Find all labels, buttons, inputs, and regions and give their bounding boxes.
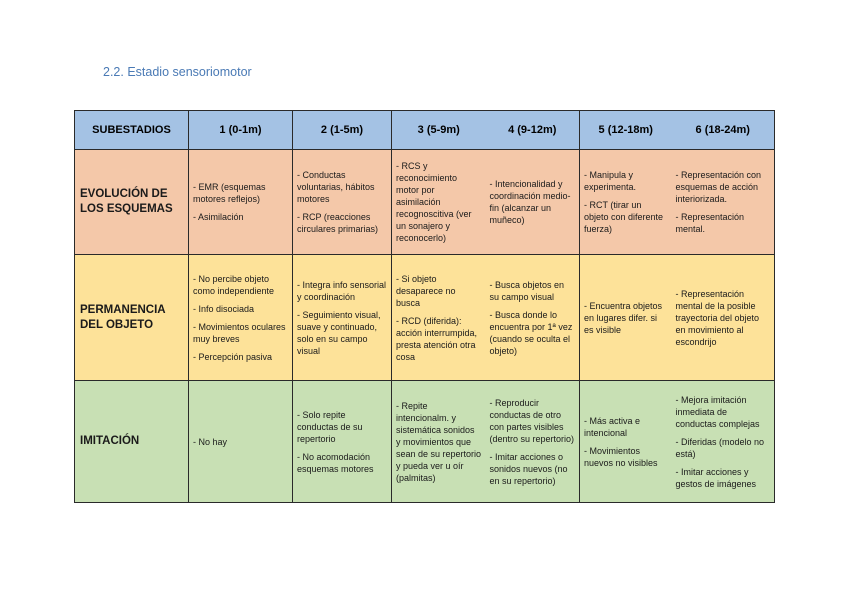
row-label: IMITACIÓN (75, 381, 189, 503)
cell-item: - Encuentra objetos en lugares difer. si es visible (584, 300, 663, 335)
table-cell (672, 150, 775, 255)
cell-item: - Busca donde lo encuentra por 1ª vez (cuando se oculta el objeto) (489, 309, 573, 356)
table-cell (293, 255, 392, 381)
cell-item: - Reproducir conductas de otro con partes visibles (dentro su repertorio) (489, 397, 575, 444)
table-cell (189, 255, 293, 381)
cell-item: - Representación mental. (675, 212, 745, 234)
cell-item: - Mejora imitación inmediata de conductas complejas (675, 394, 760, 429)
table-cell (189, 150, 293, 255)
header-row (75, 111, 775, 150)
table-cell (392, 255, 486, 381)
cell-item: - Intencionalidad y coordinación medio-fin (alcanzar un muñeco) (489, 179, 571, 225)
cell-item: - RCS y reconocimiento motor por asimilación recognoscitiva (ver un sonajero y reconocerlo) (396, 161, 472, 243)
header-cell: 2 (1-5m) (293, 111, 392, 150)
cell-item: - Representación con esquemas de acción interiorizada. (675, 170, 762, 204)
section-heading: 2.2. Estadio sensoriomotor (103, 65, 252, 79)
header-cell: 1 (0-1m) (189, 111, 293, 150)
cell-item: - Busca objetos en su campo visual (489, 279, 565, 302)
table-cell (189, 381, 293, 503)
cell-item: - Conductas voluntarias, hábitos motores (297, 170, 375, 204)
table-cell (392, 381, 486, 503)
row-label: PERMANENCIA DEL OBJETO (75, 255, 189, 381)
cell-item: - No acomodación esquemas motores (297, 451, 374, 474)
cell-item: - Representación mental de la posible trayectoria del objeto en movimiento al escondrijo (675, 288, 760, 347)
row-permanencia-objeto (75, 255, 775, 381)
cell-item: - Repite intencionalm. y sistemática sonidos y movimientos que sean de su repertorio y pueda ver u oír (palmitas) (396, 400, 482, 483)
cell-item: - Imitar acciones o sonidos nuevos (no en su repertorio) (489, 451, 568, 486)
table-cell (580, 381, 672, 503)
header-cell: 4 (9-12m) (486, 111, 580, 150)
cell-item: - RCT (tirar un objeto con diferente fuerza) (584, 200, 664, 234)
cell-item: - RCD (diferida): acción interrumpida, presta atención otra cosa (396, 315, 478, 362)
table-cell (486, 381, 580, 503)
table-cell (672, 255, 775, 381)
table-cell (293, 150, 392, 255)
header-cell: 6 (18-24m) (672, 111, 775, 150)
cell-item: - Integra info sensorial y coordinación (297, 279, 387, 302)
cell-item: - Seguimiento visual, suave y continuado, solo en su campo visual (297, 309, 381, 356)
cell-item: - Asimilación (193, 212, 244, 222)
header-cell: 3 (5-9m) (392, 111, 486, 150)
row-evolucion-esquemas (75, 150, 775, 255)
table-cell (392, 150, 486, 255)
table-cell (672, 381, 775, 503)
cell-item: - No percibe objeto como independiente (193, 273, 275, 296)
cell-item: - Manipula y experimenta. (584, 170, 637, 192)
row-imitacion (75, 381, 775, 503)
cell-item: - Movimientos nuevos no visibles (584, 445, 658, 468)
cell-item: - Diferidas (modelo no está) (675, 436, 765, 459)
substages-table (74, 110, 775, 503)
cell-item: - Percepción pasiva (193, 351, 273, 362)
cell-item: - Solo repite conductas de su repertorio (297, 409, 363, 444)
table-cell (293, 381, 392, 503)
table-cell (580, 150, 672, 255)
cell-item: - Más activa e intencional (584, 415, 641, 438)
header-cell: 5 (12-18m) (580, 111, 672, 150)
cell-item: - Si objeto desaparece no busca (396, 273, 456, 308)
table-cell (486, 150, 580, 255)
header-cell: SUBESTADIOS (75, 111, 189, 150)
cell-item: - RCP (reacciones circulares primarias) (297, 212, 379, 234)
cell-item: - Info disociada (193, 303, 255, 314)
row-label: EVOLUCIÓN DE LOS ESQUEMAS (75, 150, 189, 255)
table-cell (486, 255, 580, 381)
cell-item: - EMR (esquemas motores reflejos) (193, 182, 266, 204)
cell-item: - Movimientos oculares muy breves (193, 321, 286, 344)
cell-item: - No hay (193, 436, 228, 447)
table-cell (580, 255, 672, 381)
cell-item: - Imitar acciones y gestos de imágenes (675, 466, 757, 489)
